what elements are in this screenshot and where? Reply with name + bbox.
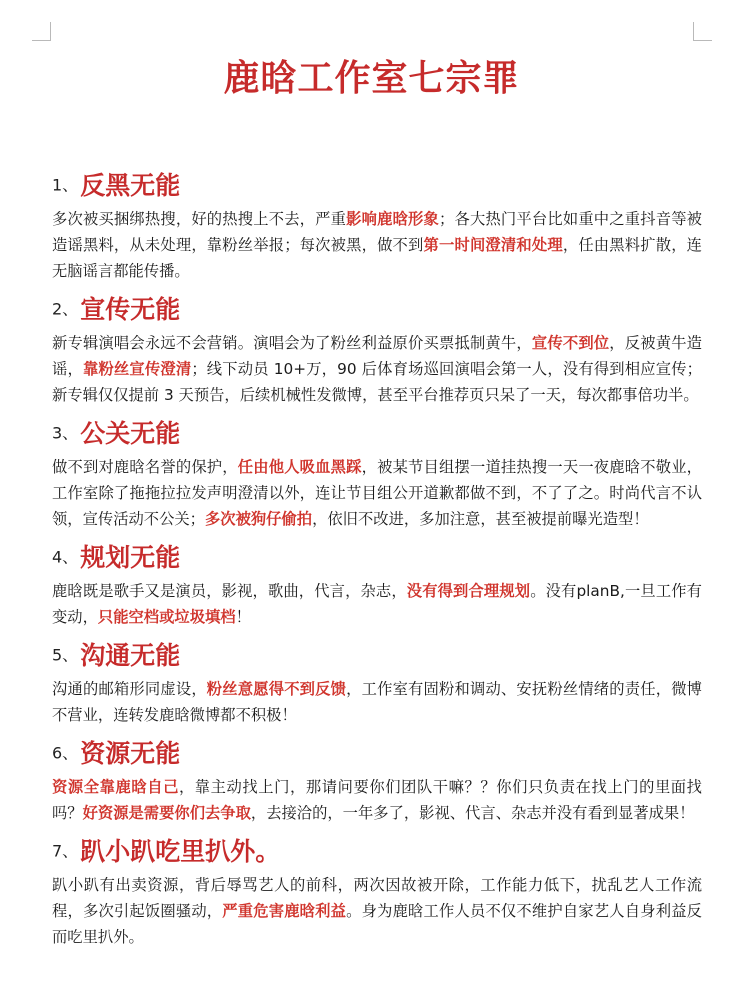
crop-mark-top-left <box>32 22 51 41</box>
section-heading-text: 趴小趴吃里扒外。 <box>80 836 281 866</box>
section-heading-text: 宣传无能 <box>80 294 181 324</box>
body-text: ，被某节目组摆一道挂热搜一天一夜鹿晗不敬业，工作室除了拖拖拉拉发声明澄清以外，连让节目组公开道歉都做不到，不了了之。时尚代言不认领，宣传活动不公关； <box>52 458 702 528</box>
body-text: ，靠主动找上门，那请问要你们团队干嘛？？你们只负责在找上门的里面找吗？ <box>52 778 702 822</box>
body-text: ，依旧不改进，多加注意，甚至被提前曝光造型！ <box>312 510 649 528</box>
section-number: 7、 <box>52 841 79 861</box>
body-text: 多次被买捆绑热搜，好的热搜上不去，严重 <box>52 210 347 228</box>
body-text: ，反被黄牛造谣， <box>52 334 702 378</box>
section-paragraph <box>52 454 702 532</box>
section-heading <box>52 734 702 772</box>
body-text: 趴小趴有出卖资源，背后辱骂艺人的前科，两次因故被开除，工作能力低下，扰乱艺人工作流程，多次引起饭圈骚动， <box>52 876 702 920</box>
highlighted-text: 好资源是需要你们去争取 <box>82 804 251 822</box>
section-1 <box>52 166 702 284</box>
highlighted-text: 任由他人吸血黑踩 <box>237 458 362 476</box>
section-6 <box>52 734 702 826</box>
body-text: ，任由黑料扩散，连无脑谣言都能传播。 <box>52 236 702 280</box>
highlighted-text: 宣传不到位 <box>531 334 610 352</box>
highlighted-text: 没有得到合理规划 <box>406 582 531 600</box>
section-heading-text: 反黑无能 <box>80 170 181 200</box>
section-heading-text: 沟通无能 <box>80 640 181 670</box>
section-heading <box>52 636 702 674</box>
section-number: 4、 <box>52 547 79 567</box>
section-7 <box>52 832 702 950</box>
section-2 <box>52 290 702 408</box>
highlighted-text: 多次被狗仔偷拍 <box>204 510 313 528</box>
crop-mark-top-right <box>693 22 712 41</box>
document-title: 鹿晗工作室七宗罪 <box>223 58 520 99</box>
section-paragraph <box>52 206 702 284</box>
section-5 <box>52 636 702 728</box>
body-text: ！ <box>235 608 251 626</box>
highlighted-text: 粉丝意愿得不到反馈 <box>206 680 347 698</box>
body-text: 。没有planB,一旦工作有变动， <box>52 582 702 626</box>
section-heading-text: 规划无能 <box>80 542 181 572</box>
body-text: ；线下动员 10+万，90 后体育场巡回演唱会第一人，没有得到相应宣传；新专辑仅仅提前 3 天预告，后续机械性发微博，甚至平台推荐页只呆了一天，每次都事倍功半。 <box>52 360 702 404</box>
section-heading-text: 公关无能 <box>80 418 181 448</box>
section-3 <box>52 414 702 532</box>
section-number: 3、 <box>52 423 79 443</box>
body-text: 沟通的邮箱形同虚设， <box>52 680 207 698</box>
highlighted-text: 第一时间澄清和处理 <box>423 236 563 254</box>
body-text: ，去接洽的，一年多了，影视、代言、杂志并没有看到显著成果！ <box>250 804 695 822</box>
document-body <box>52 166 702 956</box>
section-number: 2、 <box>52 299 79 319</box>
highlighted-text: 严重危害鹿晗利益 <box>222 902 347 920</box>
section-number: 1、 <box>52 175 79 195</box>
section-paragraph <box>52 774 702 826</box>
body-text: 做不到对鹿晗名誉的保护， <box>52 458 238 476</box>
section-heading <box>52 414 702 452</box>
body-text: 新专辑演唱会永远不会营销。演唱会为了粉丝利益原价买票抵制黄牛， <box>52 334 532 352</box>
body-text: ；各大热门平台比如重中之重抖音等被造谣黑料，从未处理，靠粉丝举报；每次被黑，做不到 <box>52 210 702 254</box>
section-paragraph <box>52 578 702 630</box>
body-text: 。身为鹿晗工作人员不仅不维护自家艺人自身利益反而吃里扒外。 <box>52 902 702 946</box>
highlighted-text: 资源全靠鹿晗自己 <box>52 778 179 796</box>
section-paragraph <box>52 872 702 950</box>
section-number: 6、 <box>52 743 79 763</box>
highlighted-text: 影响鹿晗形象 <box>346 210 440 228</box>
section-heading-text: 资源无能 <box>80 738 181 768</box>
section-heading <box>52 166 702 204</box>
body-text: ，工作室有固粉和调动、安抚粉丝情绪的责任，微博不营业，连转发鹿晗微博都不积极！ <box>52 680 702 724</box>
section-number: 5、 <box>52 645 79 665</box>
section-heading <box>52 290 702 328</box>
section-heading <box>52 832 702 870</box>
section-paragraph <box>52 330 702 408</box>
highlighted-text: 只能空档或垃圾填档 <box>97 608 236 626</box>
section-paragraph <box>52 676 702 728</box>
highlighted-text: 靠粉丝宣传澄清 <box>82 360 192 378</box>
section-heading <box>52 538 702 576</box>
section-4 <box>52 538 702 630</box>
body-text: 鹿晗既是歌手又是演员，影视，歌曲，代言，杂志， <box>52 582 407 600</box>
